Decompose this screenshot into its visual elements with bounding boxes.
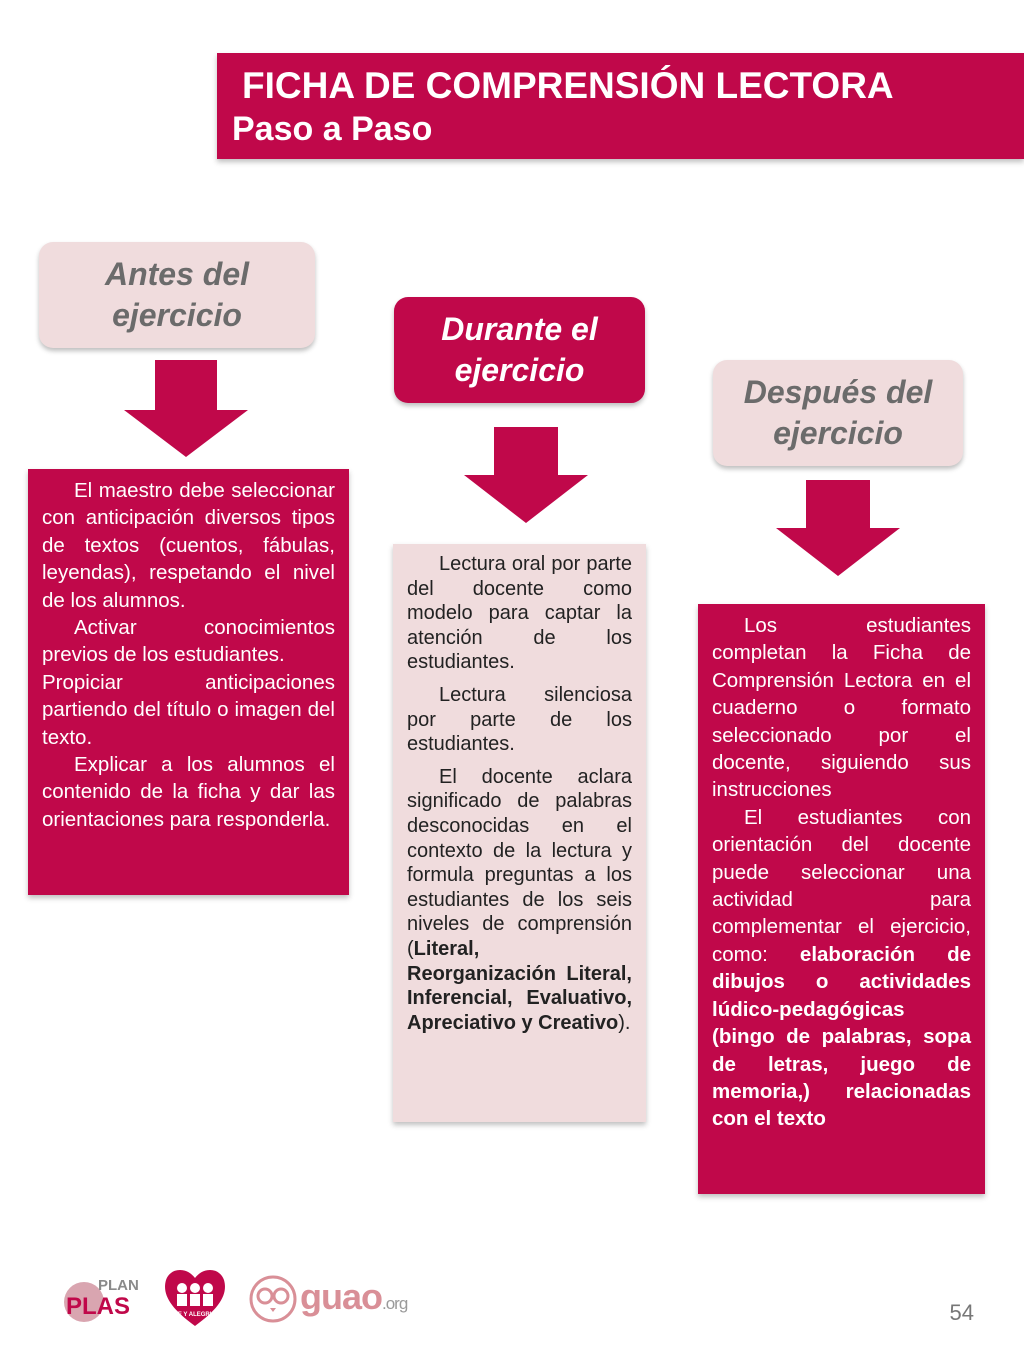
- phase-before-paragraph: Explicar a los alumnos el contenido de la ficha y dar las orientaciones para responderla.: [42, 753, 335, 831]
- footer-logos: [62, 1262, 422, 1332]
- phase-after-title-line1: Después del: [743, 374, 933, 410]
- phase-after-panel: [698, 604, 985, 1194]
- guao-wordmark: [300, 1276, 407, 1318]
- down-arrow-icon: [124, 360, 248, 457]
- phase-during-paragraph: [407, 765, 632, 1036]
- page-title: FICHA DE COMPRENSIÓN LECTORA: [242, 65, 894, 106]
- guao-label: guao: [300, 1276, 382, 1317]
- down-arrow-icon: [776, 480, 900, 576]
- phase-during-paragraph: Lectura oral por parte del docente como modelo para captar la atención de los estudiantes.: [407, 553, 632, 674]
- phase-during-paragraph: Lectura silenciosa por parte de los estudiantes.: [407, 683, 632, 756]
- phase-during-panel: [393, 544, 646, 1122]
- phase-during-title-line2: ejercicio: [454, 352, 585, 388]
- phase-during-p3-text: El docente aclara significado de palabras desconocidas en el contexto de la lectura y formula preguntas a los estudiantes de los seis niveles de comprensión (: [407, 765, 632, 960]
- phase-before-heading: [39, 242, 315, 348]
- phase-before-panel: [28, 469, 349, 895]
- guao-suffix: .org: [382, 1294, 408, 1313]
- fe-y-alegria-logo: [160, 1264, 230, 1330]
- phase-before-paragraph: El maestro debe seleccionar con anticipación diversos tipos de textos (cuentos, fábulas, leyendas), respetando el nivel de los alumnos.: [42, 479, 335, 612]
- down-arrow-icon: [464, 427, 588, 523]
- phase-after-heading: [713, 360, 963, 466]
- phase-after-title-line2: ejercicio: [773, 415, 903, 451]
- phase-before-title-line2: ejercicio: [112, 297, 242, 333]
- page-number: 54: [949, 1300, 974, 1325]
- phase-after-p2-text: El estudiantes con orientación del docente puede seleccionar una actividad para complementar el ejercicio, como:: [712, 805, 971, 966]
- title-banner: [217, 53, 1024, 159]
- comprehension-levels: Literal, Reorganización Literal, Inferencial, Evaluativo, Apreciativo y Creativo: [407, 937, 632, 1034]
- phase-during-heading: [394, 297, 645, 403]
- plan-label: PLAN: [98, 1277, 139, 1294]
- phase-before-paragraph: Propiciar anticipaciones partiendo del título o imagen del texto.: [42, 670, 335, 749]
- fe-y-alegria-label: FE Y ALEGRIA: [174, 1312, 216, 1318]
- phase-after-paragraph: [712, 804, 971, 1133]
- plas-label: PLAS: [66, 1293, 131, 1320]
- plan-plas-logo: [62, 1270, 142, 1330]
- phase-during-title-line1: Durante el: [441, 311, 598, 347]
- phase-before-paragraph: Activar conocimientos previos de los estudiantes.: [42, 616, 335, 667]
- phase-after-paragraph: Los estudiantes completan la Ficha de Comprensión Lectora en el cuaderno o formato seleccionado por el docente, siguiendo sus instrucciones: [712, 614, 971, 802]
- phase-before-title-line1: Antes del: [104, 256, 250, 292]
- guao-owl-logo: [248, 1274, 298, 1324]
- page-subtitle: Paso a Paso: [232, 110, 433, 148]
- suggested-activities: elaboración de dibujos o actividades lúdico-pedagógicas (bingo de palabras, sopa de letras, juego de memoria,) relacionadas con el texto: [712, 942, 971, 1131]
- phase-during-p3-end: ).: [618, 1011, 631, 1034]
